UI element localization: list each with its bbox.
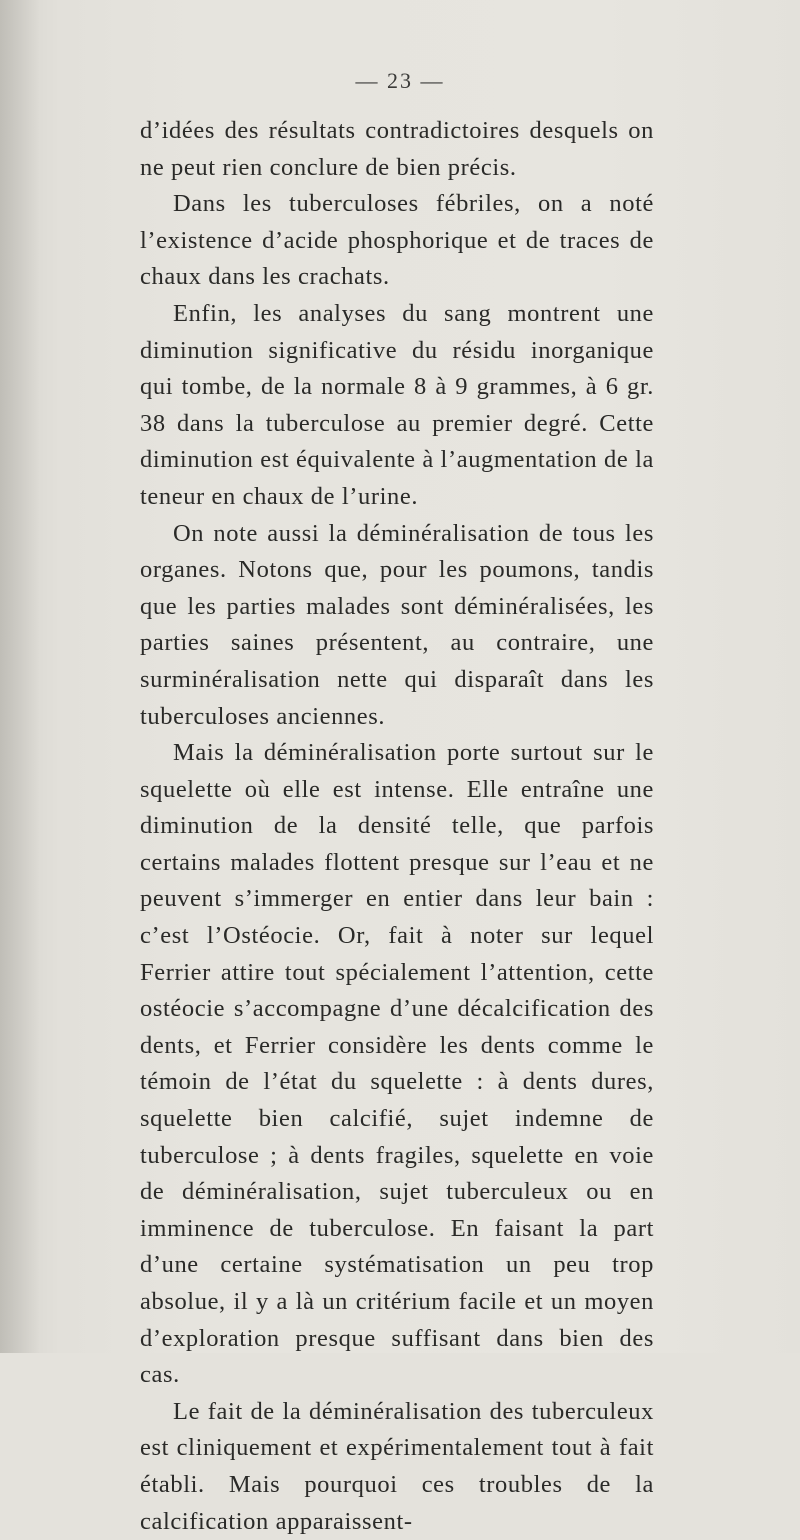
paragraph-1: d’idées des résultats contradictoires desquels on ne peut rien conclure de bien précis. bbox=[140, 117, 654, 181]
paragraph-5: Mais la déminéralisation porte surtout sur le squelette où elle est intense. Elle entraîne une diminution de la densité telle, que parfois certains malades flottent presque sur l’eau et ne peuvent s’immerger en entier dans leur bain : c’est l’Ostéocie. Or, fait à noter sur lequel Ferrier attire tout spécialement l’attention, cette ostéocie s’accompagne d’une décalcification des dents, et Ferrier considère les dents comme le témoin de l’état du squelette : à dents dures, squelette bien calcifié, sujet indemne de tuberculose ; à dents fragiles, squelette en voie de déminéralisation, sujet tuberculeux ou en imminence de tuberculose. En faisant la part d’une certaine systématisation un peu trop absolue, il y a là un critérium facile et un moyen d’exploration presque suffisant dans bien des cas. bbox=[140, 739, 654, 1389]
paragraph-4: On note aussi la déminéralisation de tous les organes. Notons que, pour les poumons, tandis que les parties malades sont déminéralisées, les parties saines présentent, au contraire, une surminéralisation nette qui disparaît dans les tuberculoses anciennes. bbox=[140, 519, 654, 730]
paragraph-2: Dans les tuberculoses fébriles, on a noté l’existence d’acide phosphorique et de traces de chaux dans les crachats. bbox=[140, 190, 654, 291]
paragraph-6: Le fait de la déminéralisation des tuberculeux est cliniquement et expérimentalement tout à fait établi. Mais pourquoi ces troubles de la calcification apparaissent- bbox=[140, 1397, 654, 1535]
paragraph-3: Enfin, les analyses du sang montrent une diminution significative du résidu inorganique qui tombe, de la normale 8 à 9 grammes, à 6 gr. 38 dans la tuberculose au premier degré. Cette diminution est équivalente à l’augmentation de la teneur en chaux de l’urine. bbox=[140, 299, 654, 510]
page-number: — 23 — bbox=[355, 68, 445, 93]
page-binding-shadow bbox=[0, 0, 40, 1353]
body-text bbox=[140, 113, 654, 1540]
